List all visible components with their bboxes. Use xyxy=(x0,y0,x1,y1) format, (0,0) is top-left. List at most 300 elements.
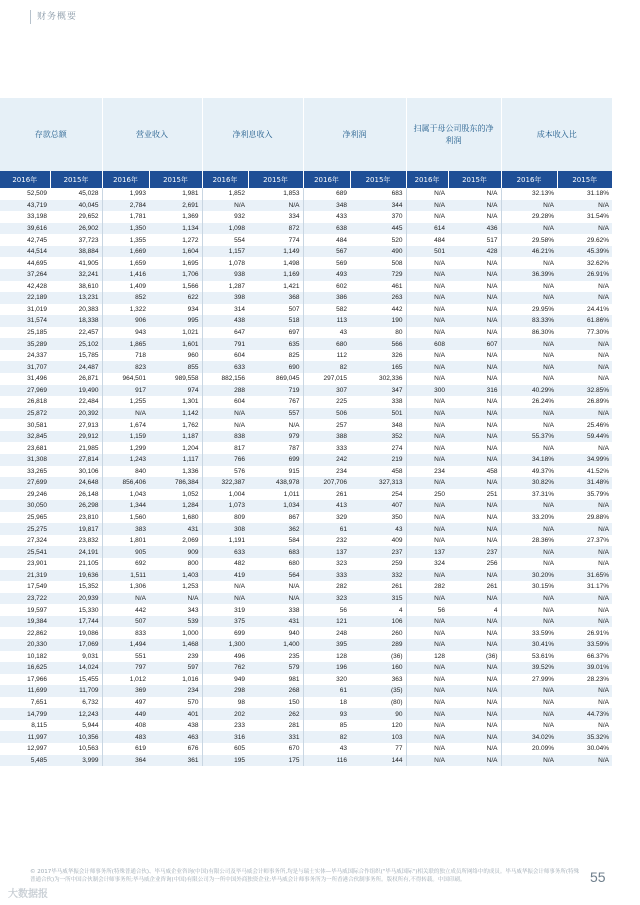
table-cell: N/A xyxy=(406,373,448,385)
table-cell: 570 xyxy=(149,697,202,709)
table-cell: 1,299 xyxy=(102,442,149,454)
table-row xyxy=(0,662,612,674)
table-cell: 22,484 xyxy=(50,396,102,408)
table-row xyxy=(0,211,612,223)
table-row xyxy=(0,593,612,605)
table-cell: 26,298 xyxy=(50,500,102,512)
table-cell: 1,403 xyxy=(149,570,202,582)
table-cell: 19,597 xyxy=(0,604,50,616)
table-cell: 2,691 xyxy=(149,200,202,212)
table-cell: N/A xyxy=(406,708,448,720)
table-cell: 323 xyxy=(303,558,350,570)
table-cell: 25,541 xyxy=(0,546,50,558)
table-cell: 833 xyxy=(102,627,149,639)
table-cell: 35.79% xyxy=(557,489,612,501)
table-cell: 23,832 xyxy=(50,535,102,547)
table-cell: 823 xyxy=(102,361,149,373)
table-cell: 31,707 xyxy=(0,361,50,373)
table-cell: 30.82% xyxy=(501,477,557,489)
table-cell: 458 xyxy=(350,466,406,478)
table-cell: 1,706 xyxy=(149,269,202,281)
table-row xyxy=(0,674,612,686)
table-row xyxy=(0,581,612,593)
table-cell: 1,852 xyxy=(202,188,248,200)
column-group-header xyxy=(0,98,612,171)
table-cell: N/A xyxy=(406,570,448,582)
table-cell: N/A xyxy=(501,223,557,235)
table-cell: 5,485 xyxy=(0,755,50,767)
table-cell: 1,021 xyxy=(149,327,202,339)
table-cell: N/A xyxy=(448,188,501,200)
table-cell: 37,264 xyxy=(0,269,50,281)
table-cell: 938 xyxy=(202,269,248,281)
table-cell: 261 xyxy=(448,581,501,593)
column-group-label: 净利润 xyxy=(342,129,367,139)
table-cell: 30,050 xyxy=(0,500,50,512)
table-cell: 680 xyxy=(248,558,303,570)
table-cell: 1,159 xyxy=(102,431,149,443)
table-cell: 1,344 xyxy=(102,500,149,512)
table-cell: 1,306 xyxy=(102,581,149,593)
year-header: 2015年 xyxy=(350,171,406,188)
table-cell: N/A xyxy=(501,257,557,269)
table-cell: 26.91% xyxy=(557,627,612,639)
table-cell: 1,336 xyxy=(149,466,202,478)
table-cell: 6,732 xyxy=(50,697,102,709)
table-cell: 260 xyxy=(350,627,406,639)
table-cell: 10,182 xyxy=(0,651,50,663)
table-cell: 1,762 xyxy=(149,419,202,431)
table-cell: 23,901 xyxy=(0,558,50,570)
table-cell: N/A xyxy=(448,315,501,327)
table-cell: 137 xyxy=(406,546,448,558)
table-cell: N/A xyxy=(406,442,448,454)
table-cell: 1,098 xyxy=(202,223,248,235)
table-cell: 29.28% xyxy=(501,211,557,223)
table-cell: 995 xyxy=(149,315,202,327)
table-row xyxy=(0,373,612,385)
table-cell: 497 xyxy=(102,697,149,709)
table-cell: N/A xyxy=(448,697,501,709)
table-cell: 288 xyxy=(202,385,248,397)
section-label: 财务概要 xyxy=(30,10,77,24)
table-cell: 331 xyxy=(248,731,303,743)
table-cell: 137 xyxy=(303,546,350,558)
page-number: 55 xyxy=(590,869,606,885)
table-row xyxy=(0,697,612,709)
table-cell: 327,313 xyxy=(350,477,406,489)
table-cell: N/A xyxy=(406,454,448,466)
table-cell: N/A xyxy=(448,327,501,339)
table-cell: 614 xyxy=(406,223,448,235)
table-cell: N/A xyxy=(448,396,501,408)
table-cell: N/A xyxy=(406,327,448,339)
table-cell: N/A xyxy=(406,257,448,269)
table-cell: 19,490 xyxy=(50,385,102,397)
table-cell: 787 xyxy=(248,442,303,454)
table-cell: 316 xyxy=(448,385,501,397)
table-cell: 43,719 xyxy=(0,200,50,212)
table-cell: 33,198 xyxy=(0,211,50,223)
table-cell: N/A xyxy=(501,755,557,767)
table-cell: 319 xyxy=(202,604,248,616)
table-cell: N/A xyxy=(406,743,448,755)
table-cell: 370 xyxy=(350,211,406,223)
table-cell: 150 xyxy=(248,697,303,709)
table-cell: 964,501 xyxy=(102,373,149,385)
table-cell: 24,648 xyxy=(50,477,102,489)
table-cell: 979 xyxy=(248,431,303,443)
table-cell: N/A xyxy=(448,708,501,720)
table-row xyxy=(0,292,612,304)
table-cell: N/A xyxy=(448,512,501,524)
table-cell: 31,019 xyxy=(0,304,50,316)
table-cell: 638 xyxy=(303,223,350,235)
table-cell: 1,421 xyxy=(248,281,303,293)
table-cell: N/A xyxy=(448,500,501,512)
table-cell: 419 xyxy=(202,570,248,582)
table-cell: N/A xyxy=(406,408,448,420)
table-cell: N/A xyxy=(202,408,248,420)
table-cell: 82 xyxy=(303,731,350,743)
table-cell: 689 xyxy=(303,188,350,200)
table-cell: N/A xyxy=(448,292,501,304)
table-cell: 579 xyxy=(248,662,303,674)
financial-summary-table xyxy=(0,98,612,766)
footer-note: © 2017毕马威华振会计师事务所(特殊普通合伙)、毕马威企业咨询(中国)有限公司及毕马威会计师事务所,均是与瑞士实体—毕马威国际合作组织("毕马威国际")相关联的独立成员所网络中的成员。毕马威华振会计师事务所(特殊普通合伙)为一所中国合伙制会计师事务所;毕马威企业咨询(中国)有限公司为一所中国外商独资企业;毕马威会计师事务所为一所香港合伙制事务所。版权所有,不得转载。中国印刷。 xyxy=(30,869,580,883)
table-cell: N/A xyxy=(448,304,501,316)
table-cell: 1,680 xyxy=(149,512,202,524)
table-cell: 333 xyxy=(303,442,350,454)
table-cell: 233 xyxy=(202,720,248,732)
table-row xyxy=(0,616,612,628)
table-cell: 37.31% xyxy=(501,489,557,501)
table-cell: 1,016 xyxy=(149,674,202,686)
table-cell: N/A xyxy=(501,408,557,420)
table-cell: 239 xyxy=(149,651,202,663)
table-cell: 766 xyxy=(202,454,248,466)
table-cell: 496 xyxy=(202,651,248,663)
table-cell: 882,156 xyxy=(202,373,248,385)
table-row xyxy=(0,327,612,339)
table-row xyxy=(0,338,612,350)
table-cell: N/A xyxy=(102,593,149,605)
table-cell: N/A xyxy=(406,477,448,489)
table-cell: 29.62% xyxy=(557,234,612,246)
table-cell: 10,563 xyxy=(50,743,102,755)
table-cell: 604 xyxy=(202,350,248,362)
table-cell: N/A xyxy=(501,361,557,373)
table-cell: N/A xyxy=(406,512,448,524)
table-row xyxy=(0,419,612,431)
table-cell: 407 xyxy=(350,500,406,512)
table-cell: 26,148 xyxy=(50,489,102,501)
table-cell: 29.95% xyxy=(501,304,557,316)
table-cell: 297,015 xyxy=(303,373,350,385)
table-cell: 1,674 xyxy=(102,419,149,431)
table-cell: 906 xyxy=(102,315,149,327)
table-row xyxy=(0,512,612,524)
table-cell: 949 xyxy=(202,674,248,686)
table-cell: 608 xyxy=(406,338,448,350)
table-cell: 15,330 xyxy=(50,604,102,616)
table-cell: 25,965 xyxy=(0,512,50,524)
table-cell: 219 xyxy=(350,454,406,466)
table-cell: 840 xyxy=(102,466,149,478)
table-cell: 501 xyxy=(350,408,406,420)
table-cell: 364 xyxy=(102,755,149,767)
table-cell: 1,322 xyxy=(102,304,149,316)
table-cell: 1,187 xyxy=(149,431,202,443)
table-row xyxy=(0,246,612,258)
table-cell: N/A xyxy=(202,581,248,593)
table-cell: 33.59% xyxy=(557,639,612,651)
table-cell: 23,810 xyxy=(50,512,102,524)
table-cell: N/A xyxy=(557,755,612,767)
table-cell: 29,912 xyxy=(50,431,102,443)
table-cell: N/A xyxy=(406,593,448,605)
column-group-label: 营业收入 xyxy=(136,129,168,139)
table-cell: N/A xyxy=(406,188,448,200)
table-cell: 17,966 xyxy=(0,674,50,686)
table-cell: 43 xyxy=(303,743,350,755)
table-cell: (80) xyxy=(350,697,406,709)
table-cell: N/A xyxy=(501,200,557,212)
table-cell: 165 xyxy=(350,361,406,373)
table-cell: 42,428 xyxy=(0,281,50,293)
table-row xyxy=(0,442,612,454)
table-cell: 17,069 xyxy=(50,639,102,651)
table-cell: 670 xyxy=(248,743,303,755)
table-cell: 29.58% xyxy=(501,234,557,246)
table-cell: 12,997 xyxy=(0,743,50,755)
table-cell: 17,744 xyxy=(50,616,102,628)
table-cell: 989,558 xyxy=(149,373,202,385)
table-cell: 31.65% xyxy=(557,570,612,582)
column-group-4 xyxy=(303,98,406,171)
table-cell: 33,265 xyxy=(0,466,50,478)
table-cell: 37,723 xyxy=(50,234,102,246)
table-cell: 234 xyxy=(149,685,202,697)
table-cell: 256 xyxy=(448,558,501,570)
year-header: 2016年 xyxy=(501,171,557,188)
table-cell: 262 xyxy=(248,708,303,720)
table-cell: 508 xyxy=(350,257,406,269)
table-cell: 39.52% xyxy=(501,662,557,674)
table-cell: N/A xyxy=(448,477,501,489)
table-cell: N/A xyxy=(248,419,303,431)
table-cell: 28.36% xyxy=(501,535,557,547)
table-cell: N/A xyxy=(448,361,501,373)
table-cell: 32.13% xyxy=(501,188,557,200)
table-cell: 838 xyxy=(202,431,248,443)
table-cell: 237 xyxy=(448,546,501,558)
table-cell: 45.39% xyxy=(557,246,612,258)
table-cell: N/A xyxy=(501,697,557,709)
table-cell: 1,604 xyxy=(149,246,202,258)
table-cell: 38,884 xyxy=(50,246,102,258)
table-cell: 413 xyxy=(303,500,350,512)
table-cell: 17,549 xyxy=(0,581,50,593)
column-group-1 xyxy=(0,98,102,171)
table-cell: N/A xyxy=(202,200,248,212)
table-cell: 605 xyxy=(202,743,248,755)
table-cell: 1,853 xyxy=(248,188,303,200)
table-cell: 729 xyxy=(350,269,406,281)
table-cell: 1,350 xyxy=(102,223,149,235)
table-cell: 1,000 xyxy=(149,627,202,639)
table-cell: N/A xyxy=(557,200,612,212)
table-cell: N/A xyxy=(448,674,501,686)
table-cell: 30.04% xyxy=(557,743,612,755)
table-cell: N/A xyxy=(501,685,557,697)
table-cell: (35) xyxy=(350,685,406,697)
table-row xyxy=(0,385,612,397)
table-cell: 234 xyxy=(303,466,350,478)
table-cell: 190 xyxy=(350,315,406,327)
table-cell: 25.46% xyxy=(557,419,612,431)
table-cell: 22,457 xyxy=(50,327,102,339)
table-cell: 797 xyxy=(102,662,149,674)
table-cell: 27,913 xyxy=(50,419,102,431)
table-cell: N/A xyxy=(406,697,448,709)
table-cell: 1,004 xyxy=(202,489,248,501)
table-cell: 490 xyxy=(350,246,406,258)
table-cell: N/A xyxy=(501,604,557,616)
table-cell: 22,189 xyxy=(0,292,50,304)
table-cell: 438,978 xyxy=(248,477,303,489)
table-cell: N/A xyxy=(501,708,557,720)
table-cell: 767 xyxy=(248,396,303,408)
table-cell: 274 xyxy=(350,442,406,454)
table-cell: N/A xyxy=(406,269,448,281)
table-cell: 1,284 xyxy=(149,500,202,512)
table-cell: N/A xyxy=(448,523,501,535)
table-row xyxy=(0,604,612,616)
column-group-6 xyxy=(501,98,612,171)
table-cell: 633 xyxy=(202,546,248,558)
table-cell: 19,817 xyxy=(50,523,102,535)
table-cell: 398 xyxy=(202,292,248,304)
table-cell: 1,409 xyxy=(102,281,149,293)
table-row xyxy=(0,535,612,547)
table-cell: 237 xyxy=(350,546,406,558)
table-cell: N/A xyxy=(448,755,501,767)
table-cell: 1,781 xyxy=(102,211,149,223)
table-cell: N/A xyxy=(406,361,448,373)
table-cell: 680 xyxy=(303,338,350,350)
table-cell: 872 xyxy=(248,223,303,235)
table-cell: 1,253 xyxy=(149,581,202,593)
table-cell: N/A xyxy=(448,743,501,755)
table-cell: 29,652 xyxy=(50,211,102,223)
table-cell: 235 xyxy=(248,651,303,663)
table-cell: N/A xyxy=(448,593,501,605)
year-header: 2016年 xyxy=(202,171,248,188)
table-cell: N/A xyxy=(448,200,501,212)
table-cell: 350 xyxy=(350,512,406,524)
table-cell: 32.85% xyxy=(557,385,612,397)
table-cell: N/A xyxy=(557,373,612,385)
table-cell: 45,028 xyxy=(50,188,102,200)
table-cell: 1,117 xyxy=(149,454,202,466)
table-cell: 855 xyxy=(149,361,202,373)
table-cell: 368 xyxy=(248,292,303,304)
table-cell: 332 xyxy=(350,570,406,582)
table-cell: 1,560 xyxy=(102,512,149,524)
table-cell: 19,086 xyxy=(50,627,102,639)
table-cell: N/A xyxy=(557,720,612,732)
table-cell: 207,706 xyxy=(303,477,350,489)
table-cell: N/A xyxy=(406,523,448,535)
table-cell: 21,319 xyxy=(0,570,50,582)
table-cell: 635 xyxy=(248,338,303,350)
table-cell: 282 xyxy=(406,581,448,593)
table-cell: 15,352 xyxy=(50,581,102,593)
watermark-logo: 大数据报 xyxy=(8,889,48,900)
year-header: 2015年 xyxy=(149,171,202,188)
table-cell: 960 xyxy=(149,350,202,362)
table-cell: 39.01% xyxy=(557,662,612,674)
table-cell: 943 xyxy=(102,327,149,339)
table-cell: 175 xyxy=(248,755,303,767)
table-cell: 333 xyxy=(303,570,350,582)
table-cell: N/A xyxy=(557,593,612,605)
table-cell: N/A xyxy=(448,639,501,651)
table-cell: 856,406 xyxy=(102,477,149,489)
table-cell: 604 xyxy=(202,396,248,408)
table-cell: 90 xyxy=(350,708,406,720)
table-cell: 1,191 xyxy=(202,535,248,547)
table-cell: 449 xyxy=(102,708,149,720)
table-cell: N/A xyxy=(406,720,448,732)
table-cell: 1,142 xyxy=(149,408,202,420)
table-cell: N/A xyxy=(448,257,501,269)
table-cell: 974 xyxy=(149,385,202,397)
table-cell: 791 xyxy=(202,338,248,350)
table-cell: 39,616 xyxy=(0,223,50,235)
table-cell: N/A xyxy=(448,570,501,582)
table-cell: 431 xyxy=(149,523,202,535)
table-cell: N/A xyxy=(557,523,612,535)
table-row xyxy=(0,223,612,235)
table-cell: 619 xyxy=(102,743,149,755)
table-cell: 8,115 xyxy=(0,720,50,732)
table-cell: 1,801 xyxy=(102,535,149,547)
table-cell: 699 xyxy=(202,627,248,639)
table-row xyxy=(0,361,612,373)
table-cell: N/A xyxy=(557,338,612,350)
table-cell: 31,496 xyxy=(0,373,50,385)
table-cell: 493 xyxy=(303,269,350,281)
table-cell: 33.59% xyxy=(501,627,557,639)
table-cell: N/A xyxy=(406,685,448,697)
table-cell: 484 xyxy=(406,234,448,246)
table-row xyxy=(0,269,612,281)
table-cell: N/A xyxy=(557,223,612,235)
table-cell: 607 xyxy=(448,338,501,350)
table-cell: 557 xyxy=(248,408,303,420)
table-cell: 21,105 xyxy=(50,558,102,570)
table-cell: N/A xyxy=(557,361,612,373)
table-cell: 225 xyxy=(303,396,350,408)
table-cell: 23,722 xyxy=(0,593,50,605)
table-cell: 24.41% xyxy=(557,304,612,316)
table-cell: 77 xyxy=(350,743,406,755)
table-cell: 338 xyxy=(248,604,303,616)
table-cell: 1,301 xyxy=(149,396,202,408)
table-cell: 55.37% xyxy=(501,431,557,443)
